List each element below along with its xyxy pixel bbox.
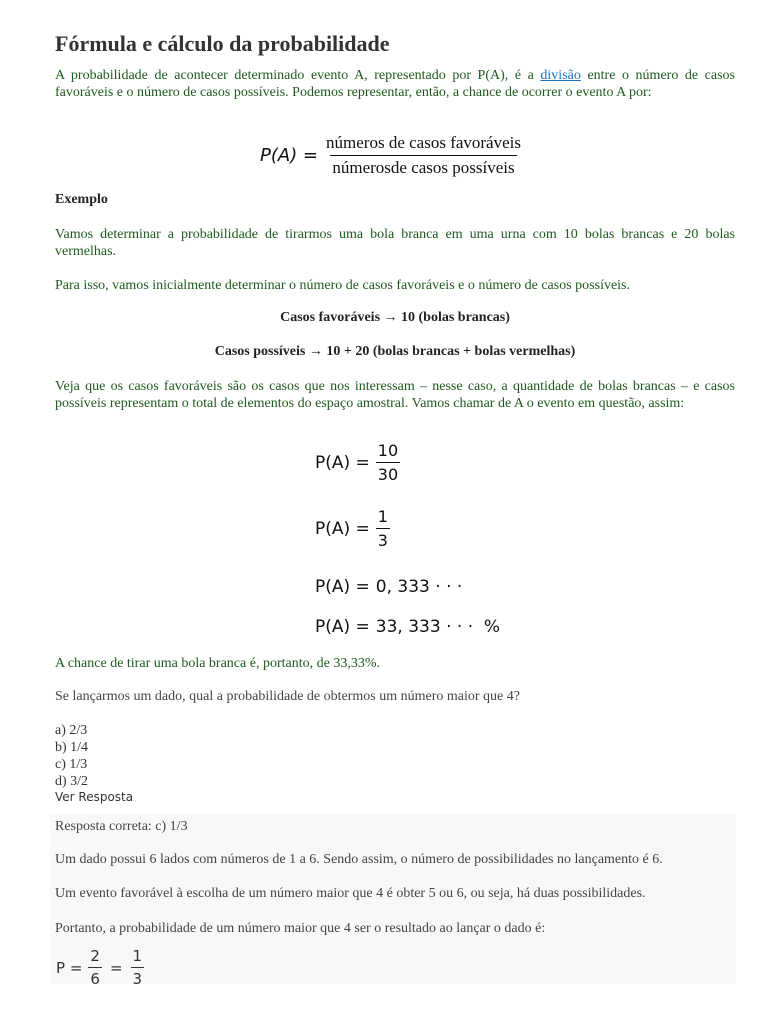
answer-equation — [56, 947, 144, 988]
initial-step-text: Para isso, vamos inicialmente determinar o número de casos favoráveis e o número de casos possíveis. — [55, 278, 631, 293]
fraction-numerator: 1 — [377, 507, 388, 526]
question-text: Se lançarmos um dado, qual a probabilidade de obtermos um número maior que 4? — [55, 689, 520, 704]
fraction-1-3 — [376, 507, 390, 550]
calc-step-1 — [315, 441, 400, 484]
example-text: Vamos determinar a probabilidade de tirarmos uma bola branca em uma urna com 10 bolas brancas e 20 bolas vermelhas. — [55, 227, 735, 259]
show-answer-toggle[interactable]: Ver Resposta — [55, 790, 134, 804]
correct-answer: Resposta correta: c) 1/3 — [55, 819, 188, 834]
fraction-numerator: 10 — [377, 441, 399, 460]
intro-text-1: A probabilidade de acontecer determinado evento A, representado por P(A), é a — [55, 68, 541, 83]
answer-eq-equals: = — [109, 958, 123, 977]
decimal-value: 0, 333 · · · — [375, 577, 463, 597]
fraction-denominator: 3 — [376, 528, 390, 550]
calc-step-4 — [315, 617, 500, 637]
options-list — [55, 722, 88, 790]
calc-step-2 — [315, 507, 390, 550]
fraction-denominator: 30 — [376, 462, 400, 484]
fraction-1-3-answer — [131, 947, 145, 988]
conclusion-text: A chance de tirar uma bola branca é, portanto, de 33,33%. — [55, 656, 380, 671]
formula-numerator: números de casos favoráveis — [326, 133, 521, 152]
favorable-cases: Casos favoráveis → 10 (bolas brancas) — [280, 310, 510, 325]
percent-value: 33, 333 · · · % — [375, 617, 501, 637]
calc-lhs-1: P(A) = — [315, 452, 370, 473]
calc-lhs-2: P(A) = — [315, 518, 370, 539]
fraction-numerator: 1 — [132, 947, 143, 965]
intro-text-2: entre o número de casos favoráveis e o número de casos possíveis. Podemos representar, então, a chance de ocorrer o evento A por: — [55, 68, 735, 100]
answer-line-2: Um evento favorável à escolha de um número maior que 4 é obter 5 ou 6, ou seja, há duas possibilidades. — [55, 886, 646, 901]
option-b: b) 1/4 — [55, 740, 89, 755]
fraction-denominator: 6 — [88, 967, 102, 988]
fraction-10-30 — [376, 441, 400, 484]
option-c: c) 1/3 — [55, 757, 88, 772]
example-heading: Exemplo — [55, 192, 108, 207]
probability-formula — [260, 133, 523, 178]
page-title: Fórmula e cálculo da probabilidade — [55, 31, 390, 56]
answer-line-1: Um dado possui 6 lados com números de 1 a 6. Sendo assim, o número de possibilidades no lançamento é 6. — [55, 852, 663, 867]
calc-step-3 — [315, 577, 462, 597]
fraction-2-6 — [88, 947, 102, 988]
formula-lhs: P(A) = — [260, 145, 319, 166]
intro-paragraph — [55, 67, 735, 101]
calc-lhs-4: P(A) = — [315, 617, 370, 637]
option-d: d) 3/2 — [55, 774, 89, 789]
option-a: a) 2/3 — [55, 723, 88, 738]
formula-fraction — [324, 133, 523, 178]
answer-eq-lhs: P = — [56, 958, 83, 977]
divisao-link[interactable]: divisão — [540, 68, 581, 83]
explanation-text: Veja que os casos favoráveis são os casos que nos interessam – nesse caso, a quantidade de bolas brancas – e casos possíveis representam o total de elementos do espaço amostral. Vamos chamar de A o evento em questão, assim: — [55, 379, 735, 411]
possible-cases: Casos possíveis → 10 + 20 (bolas brancas + bolas vermelhas) — [214, 344, 576, 359]
calc-lhs-3: P(A) = — [315, 577, 370, 597]
fraction-numerator: 2 — [90, 947, 100, 965]
answer-line-3: Portanto, a probabilidade de um número maior que 4 ser o resultado ao lançar o dado é: — [55, 921, 546, 936]
fraction-denominator: 3 — [131, 967, 145, 988]
formula-denominator: númerosde casos possíveis — [330, 155, 516, 178]
